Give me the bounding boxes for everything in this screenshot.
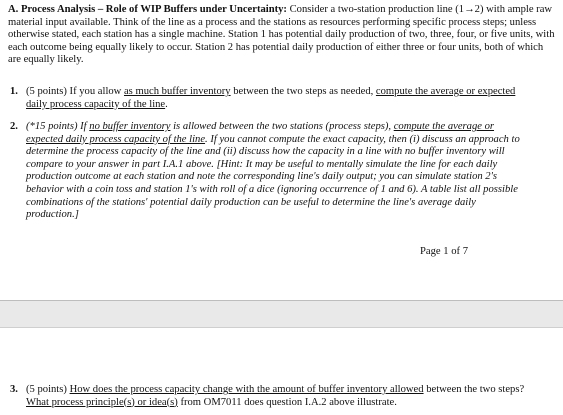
question-1-text-c: . [165,98,168,110]
question-2-underline-2: compute the average or expected daily process capacity of the line [26,121,495,145]
question-3-text-a: (5 points) [26,384,70,395]
question-3-text-c: from OM7011 does question I.A.2 above illustrate. [177,396,397,408]
page-footer: Page 1 of 7 [420,246,468,257]
question-3-text-b: between the two steps? [423,384,525,395]
question-2-text-c: . If you cannot compute the exact capacity, then (i) discuss an approach to determine the process capacity of the line and (ii) discuss how the capacity in a line with no buffer inventory will compare to your answer in part I.A.1 above. [Hint: It may be useful to mentally simulate the line for each daily production outcome at each station and note the corresponding line's daily output; you can simulate station 2's behavior with a coin toss and station 1's with roll of a dice (ignoring occurrence of 1 and 6). A table list all possible combinations of the stations' potential daily production can be useful to determine the line's average daily production.] [26,133,520,221]
question-3-underline-1: How does the process capacity change with the amount of buffer inventory allowed [69,384,424,395]
question-2-number: 2. [10,121,18,132]
question-1 [10,86,531,111]
question-3-number: 3. [10,384,18,395]
intro-text: Consider a two-station production line (1→2) with ample raw material input available. Think of the line as a process and the stations as resources performing specific process steps; unless otherwise stated, each station has a single machine. Station 1 has potential daily production of two, three, four, or five units, with each outcome being equally likely to occur. Station 2 has potential daily production of either three or four units, both of which are equally likely. [8,4,555,66]
question-2-text-a: (*15 points) If [26,121,90,132]
question-3-underline-2: What process principle(s) or idea(s) [26,396,178,408]
question-1-underline-2: compute the average or expected daily process capacity of the line [26,86,516,110]
section-heading: A. Process Analysis – Role of WIP Buffers under Uncertainty: [8,4,287,15]
page-separator [0,300,563,328]
question-1-underline-1: as much buffer inventory [123,86,231,97]
question-1-text-a: (5 points) If you allow [26,86,124,97]
question-3 [10,384,531,409]
question-1-number: 1. [10,86,18,97]
question-2 [10,121,531,222]
question-2-underline-1: no buffer inventory [89,121,171,132]
question-1-text-b: between the two steps as needed, [230,86,376,97]
intro-paragraph [8,4,558,67]
question-2-text-b: is allowed between the two stations (process steps), [170,121,394,132]
